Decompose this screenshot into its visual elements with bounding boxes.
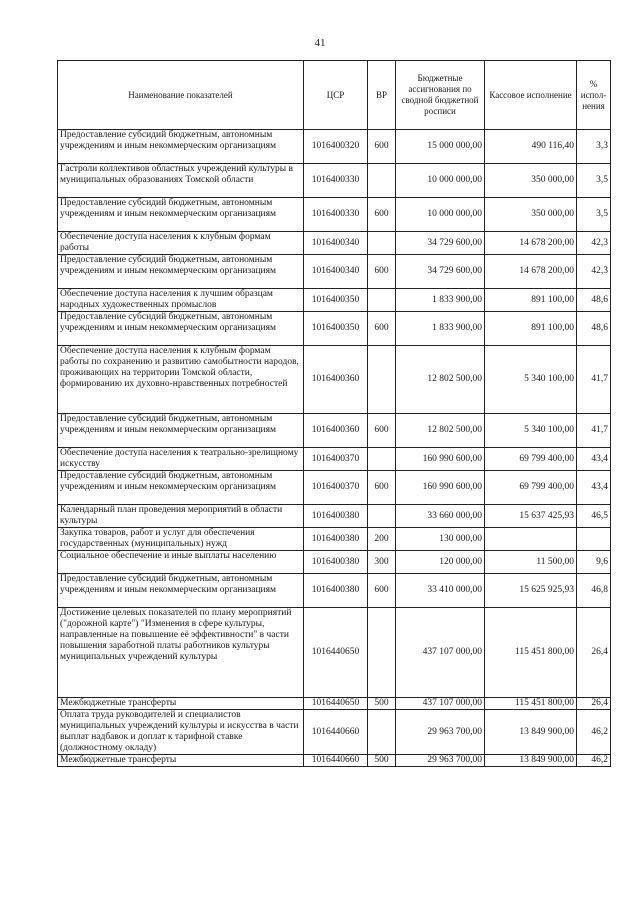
table-row — [58, 414, 611, 448]
row-cash: 14 678 200,00 — [485, 232, 577, 255]
row-percent: 26,4 — [577, 698, 611, 710]
row-vr — [368, 505, 396, 528]
row-csr: 1016400330 — [304, 198, 368, 232]
row-vr — [368, 448, 396, 471]
row-budget: 33 410 000,00 — [396, 574, 485, 608]
row-percent: 9,6 — [577, 551, 611, 574]
row-csr: 1016400380 — [304, 528, 368, 551]
row-vr: 300 — [368, 551, 396, 574]
page-number: 41 — [314, 37, 326, 49]
table-row — [58, 698, 611, 710]
row-name: Предоставление субсидий бюджетным, автономным учреждениям и иным некоммерческим организациям — [58, 198, 304, 232]
row-percent: 46,5 — [577, 505, 611, 528]
row-budget: 12 802 500,00 — [396, 414, 485, 448]
table-row — [58, 710, 611, 755]
row-cash: 13 849 900,00 — [485, 755, 577, 767]
row-vr — [368, 289, 396, 312]
row-vr — [368, 164, 396, 198]
table-row — [58, 551, 611, 574]
row-name: Предоставление субсидий бюджетным, автономным учреждениям и иным некоммерческим организациям — [58, 130, 304, 164]
row-vr: 600 — [368, 471, 396, 505]
row-cash: 891 100,00 — [485, 312, 577, 346]
row-vr: 600 — [368, 312, 396, 346]
row-csr: 1016440650 — [304, 608, 368, 698]
table-row — [58, 164, 611, 198]
row-name: Оплата труда руководителей и специалистов муниципальных учреждений культуры и искусства в части выплат надбавок и доплат к тарифной ставке (должностному окладу) — [58, 710, 304, 755]
row-budget: 33 660 000,00 — [396, 505, 485, 528]
row-csr: 1016400340 — [304, 255, 368, 289]
header-budget: Бюджетные ассигнования по сводной бюджетной росписи — [396, 61, 485, 130]
header-cash: Кассовое исполнение — [485, 61, 577, 130]
row-name: Предоставление субсидий бюджетным, автономным учреждениям и иным некоммерческим организациям — [58, 312, 304, 346]
row-budget: 1 833 900,00 — [396, 312, 485, 346]
row-vr: 600 — [368, 198, 396, 232]
row-vr: 600 — [368, 130, 396, 164]
row-budget: 437 107 000,00 — [396, 608, 485, 698]
table-row — [58, 574, 611, 608]
row-budget: 29 963 700,00 — [396, 755, 485, 767]
row-vr — [368, 346, 396, 414]
table-row — [58, 471, 611, 505]
row-percent: 42,3 — [577, 232, 611, 255]
row-name: Предоставление субсидий бюджетным, автономным учреждениям и иным некоммерческим организациям — [58, 255, 304, 289]
row-name: Календарный план проведения мероприятий в области культуры — [58, 505, 304, 528]
header-percent: % испол-нения — [577, 61, 611, 130]
row-csr: 1016440660 — [304, 710, 368, 755]
row-percent: 43,4 — [577, 471, 611, 505]
row-budget: 120 000,00 — [396, 551, 485, 574]
row-budget: 10 000 000,00 — [396, 164, 485, 198]
row-csr: 1016400340 — [304, 232, 368, 255]
row-cash: 69 799 400,00 — [485, 448, 577, 471]
row-cash: 891 100,00 — [485, 289, 577, 312]
row-percent: 3,3 — [577, 130, 611, 164]
row-vr: 600 — [368, 414, 396, 448]
row-budget: 15 000 000,00 — [396, 130, 485, 164]
row-name: Межбюджетные трансферты — [58, 698, 304, 710]
row-budget: 1 833 900,00 — [396, 289, 485, 312]
row-csr: 1016400370 — [304, 471, 368, 505]
row-budget: 160 990 600,00 — [396, 448, 485, 471]
row-vr — [368, 232, 396, 255]
row-csr: 1016400320 — [304, 130, 368, 164]
budget-table — [57, 60, 611, 767]
row-name: Предоставление субсидий бюджетным, автономным учреждениям и иным некоммерческим организациям — [58, 414, 304, 448]
row-cash: 5 340 100,00 — [485, 346, 577, 414]
row-percent: 46,2 — [577, 755, 611, 767]
row-name: Межбюджетные трансферты — [58, 755, 304, 767]
row-csr: 1016400330 — [304, 164, 368, 198]
row-percent: 41,7 — [577, 346, 611, 414]
row-name: Закупка товаров, работ и услуг для обеспечения государственных (муниципальных) нужд — [58, 528, 304, 551]
table-row — [58, 312, 611, 346]
row-name: Социальное обеспечение и иные выплаты населению — [58, 551, 304, 574]
row-csr: 1016400350 — [304, 289, 368, 312]
row-csr: 1016400360 — [304, 414, 368, 448]
row-vr: 500 — [368, 755, 396, 767]
row-percent: 48,6 — [577, 312, 611, 346]
row-percent: 26,4 — [577, 608, 611, 698]
row-vr — [368, 710, 396, 755]
row-cash: 69 799 400,00 — [485, 471, 577, 505]
row-csr: 1016440650 — [304, 698, 368, 710]
row-percent: 48,6 — [577, 289, 611, 312]
row-csr: 1016400370 — [304, 448, 368, 471]
header-name: Наименование показателей — [58, 61, 304, 130]
row-percent — [577, 528, 611, 551]
table-row — [58, 608, 611, 698]
row-cash: 350 000,00 — [485, 198, 577, 232]
row-budget: 34 729 600,00 — [396, 255, 485, 289]
row-budget: 34 729 600,00 — [396, 232, 485, 255]
row-name: Предоставление субсидий бюджетным, автономным учреждениям и иным некоммерческим организациям — [58, 574, 304, 608]
row-cash — [485, 528, 577, 551]
row-vr: 500 — [368, 698, 396, 710]
table-row — [58, 289, 611, 312]
row-percent: 42,3 — [577, 255, 611, 289]
row-percent: 43,4 — [577, 448, 611, 471]
header-csr: ЦСР — [304, 61, 368, 130]
row-vr: 600 — [368, 255, 396, 289]
row-csr: 1016400380 — [304, 505, 368, 528]
row-vr: 200 — [368, 528, 396, 551]
row-cash: 11 500,00 — [485, 551, 577, 574]
row-budget: 160 990 600,00 — [396, 471, 485, 505]
row-csr: 1016400350 — [304, 312, 368, 346]
row-csr: 1016440660 — [304, 755, 368, 767]
table-row — [58, 448, 611, 471]
row-name: Достижение целевых показателей по плану мероприятий ("дорожной карте") "Изменения в сфере культуры, направленные на повышение её эффективности" в части повышения заработной платы работников культуры муниципальных учреждений культуры — [58, 608, 304, 698]
table-row — [58, 232, 611, 255]
row-cash: 490 116,40 — [485, 130, 577, 164]
row-csr: 1016400380 — [304, 551, 368, 574]
row-vr — [368, 608, 396, 698]
row-name: Обеспечение доступа населения к театрально-зрелищному искусству — [58, 448, 304, 471]
row-cash: 115 451 800,00 — [485, 608, 577, 698]
row-percent: 46,2 — [577, 710, 611, 755]
table-header-row — [58, 61, 611, 130]
row-name: Обеспечение доступа населения к клубным формам работы — [58, 232, 304, 255]
table-row — [58, 198, 611, 232]
row-percent: 3,5 — [577, 164, 611, 198]
row-budget: 130 000,00 — [396, 528, 485, 551]
row-percent: 3,5 — [577, 198, 611, 232]
table-row — [58, 505, 611, 528]
row-budget: 10 000 000,00 — [396, 198, 485, 232]
row-name: Обеспечение доступа населения к лучшим образцам народных художественных промыслов — [58, 289, 304, 312]
row-csr: 1016400380 — [304, 574, 368, 608]
table-row — [58, 255, 611, 289]
table-row — [58, 528, 611, 551]
row-cash: 350 000,00 — [485, 164, 577, 198]
row-cash: 14 678 200,00 — [485, 255, 577, 289]
row-budget: 12 802 500,00 — [396, 346, 485, 414]
row-cash: 15 625 925,93 — [485, 574, 577, 608]
row-name: Гастроли коллективов областных учреждений культуры в муниципальных образованиях Томской области — [58, 164, 304, 198]
row-cash: 15 637 425,93 — [485, 505, 577, 528]
row-budget: 29 963 700,00 — [396, 710, 485, 755]
row-budget: 437 107 000,00 — [396, 698, 485, 710]
row-percent: 46,8 — [577, 574, 611, 608]
table-row — [58, 346, 611, 414]
row-percent: 41,7 — [577, 414, 611, 448]
row-cash: 5 340 100,00 — [485, 414, 577, 448]
row-cash: 13 849 900,00 — [485, 710, 577, 755]
header-vr: ВР — [368, 61, 396, 130]
row-vr: 600 — [368, 574, 396, 608]
table-row — [58, 130, 611, 164]
table-row — [58, 755, 611, 767]
row-cash: 115 451 800,00 — [485, 698, 577, 710]
row-name: Обеспечение доступа населения к клубным формам работы по сохранению и развитию самобытности народов, проживающих на территории Томской области, формированию их духовно-нравственных потребностей — [58, 346, 304, 414]
row-csr: 1016400360 — [304, 346, 368, 414]
row-name: Предоставление субсидий бюджетным, автономным учреждениям и иным некоммерческим организациям — [58, 471, 304, 505]
